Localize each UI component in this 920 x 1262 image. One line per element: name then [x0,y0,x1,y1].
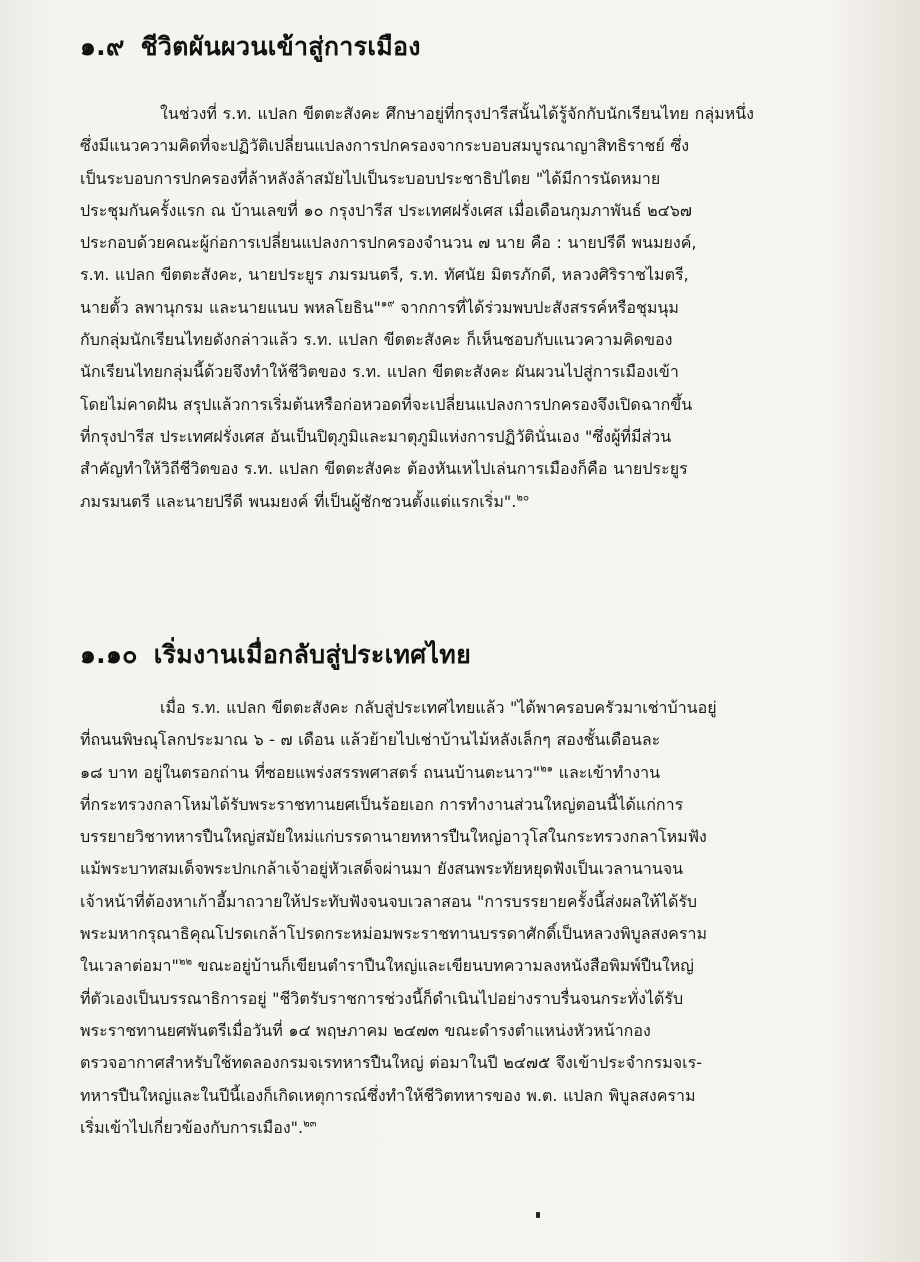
text-line [80,486,860,518]
section-number: ๑.๙ [80,32,125,61]
section-title: ชีวิตผันผวนเข้าสู่การเมือง [140,32,421,61]
section-heading [80,28,860,66]
text-fragment: จากการที่ได้ร่วมพบปะสังสรรค์หรือชุมนุม [400,297,679,317]
text-line: เป็นระบอบการปกครองที่ล้าหลังล้าสมัยไปเป็นระบอบประชาธิปไตย "ได้มีการนัดหมาย [80,168,661,188]
text-line: ที่กรุงปารีส ประเทศฝรั่งเศส อันเป็นปิตุภูมิและมาตุภูมิแห่งการปฏิวัตินั่นเอง "ซึ่งผู้ที่มีส่วน [80,426,672,446]
text-line: พระมหากรุณาธิคุณโปรดเกล้าโปรดกระหม่อมพระราชทานบรรดาศักดิ์เป็นหลวงพิบูลสงคราม [80,924,707,944]
text-fragment: ๑๘ บาท อยู่ในตรอกถ่าน ที่ซอยแพร่งสรรพศาสตร์ ถนนบ้านตะนาว" [80,762,541,782]
text-fragment: และเข้าทำงาน [558,762,661,782]
text-line: แม้พระบาทสมเด็จพระปกเกล้าเจ้าอยู่หัวเสด็จผ่านมา ยังสนพระทัยหยุดฟังเป็นเวลานานจน [80,859,684,879]
text-line: นักเรียนไทยกลุ่มนี้ด้วยจึงทำให้ชีวิตของ ร.ท. แปลก ขีตตะสังคะ ผันผวนไปสู่การเมืองเข้า [80,362,679,382]
text-line [80,292,860,324]
text-line: ที่ตัวเองเป็นบรรณาธิการอยู่ "ชีวิตรับราชการช่วงนี้ก็ดำเนินไปอย่างราบรื่นจนกระทั่งได้รับ [80,988,684,1008]
text-line: ในช่วงที่ ร.ท. แปลก ขีตตะสังคะ ศึกษาอยู่ที่กรุงปารีสนั้นได้รู้จักกับนักเรียนไทย กลุ่มหนึ่ง [160,104,754,123]
text-line: ที่กระทรวงกลาโหมได้รับพระราชทานยศเป็นร้อยเอก การทำงานส่วนใหญ่ตอนนี้ได้แก่การ [80,794,684,814]
text-line: ตรวจอากาศสำหรับใช้ทดลองกรมจเรทหารปืนใหญ่ ต่อมาในปี ๒๔๗๕ จึงเข้าประจำกรมจเร- [80,1053,702,1073]
text-line: เจ้าหน้าที่ต้องหาเก้าอี้มาถวายให้ประทับฟังจนจบเวลาสอน "การบรรยายครั้งนี้ส่งผลให้ได้รับ [80,891,698,911]
section-1-9 [80,28,860,66]
text-line: ประชุมกันครั้งแรก ณ บ้านเลขที่ ๑๐ กรุงปารีส ประเทศฝรั่งเศส เมื่อเดือนกุมภาพันธ์ ๒๔๖๗ [80,200,692,220]
section-title: เริ่มงานเมื่อกลับสู่ประเทศไทย [153,640,472,669]
section-number: ๑.๑๐ [80,640,138,669]
section-1-10 [80,636,860,674]
text-line: บรรยายวิชาทหารปืนใหญ่สมัยใหม่แก่บรรดานายทหารปืนใหญ่อาวุโสในกระทรวงกลาโหมฟัง [80,827,707,847]
text-line: พระราชทานยศพันตรีเมื่อวันที่ ๑๔ พฤษภาคม ๒๔๗๓ ขณะดำรงตำแหน่งหัวหน้ากอง [80,1020,651,1040]
text-fragment: ขณะอยู่บ้านก็เขียนตำราปืนใหญ่และเขียนบทความลงหนังสือพิมพ์ปืนใหญ่ [197,956,694,976]
text-line: ที่ถนนพิษณุโลกประมาณ ๖ - ๗ เดือน แล้วย้ายไปเช่าบ้านไม้หลังเล็กๆ สองชั้นเดือนละ [80,730,661,750]
text-fragment: เริ่มเข้าไปเกี่ยวข้องกับการเมือง". [80,1117,304,1137]
text-fragment: ภมรมนตรี และนายปรีดี พนมยงค์ ที่เป็นผู้ชักชวนตั้งแต่แรกเริ่ม". [80,491,517,511]
text-line: กับกลุ่มนักเรียนไทยดังกล่าวแล้ว ร.ท. แปลก ขีตตะสังคะ ก็เห็นชอบกับแนวความคิดของ [80,330,673,350]
ink-mark [536,1212,540,1218]
text-line: ทหารปืนใหญ่และในปีนี้เองก็เกิดเหตุการณ์ซึ่งทำให้ชีวิตทหารของ พ.ต. แปลก พิบูลสงคราม [80,1085,696,1105]
footnote-marker: ๒๓ [303,1118,317,1130]
section-1-9-body [80,98,860,518]
text-fragment: ในเวลาต่อมา" [80,956,179,976]
text-line: โดยไม่คาดฝัน สรุปแล้วการเริ่มต้นหรือก่อหวอดที่จะเปลี่ยนแปลงการปกครองจึงเปิดฉากขึ้น [80,394,693,414]
paragraph [80,98,860,518]
section-1-10-body [80,692,860,1144]
section-heading [80,636,860,674]
footnote-marker: ๑๙ [380,298,395,310]
footnote-marker: ๒๒ [178,957,193,969]
footnote-marker: ๒๐ [516,492,530,504]
text-line: ร.ท. แปลก ขีตตะสังคะ, นายประยูร ภมรมนตรี, ร.ท. ทัศนัย มิตรภักดี, หลวงศิริราชไมตรี, [80,265,689,285]
text-line: ซึ่งมีแนวความคิดที่จะปฏิวัติเปลี่ยนแปลงการปกครองจากระบอบสมบูรณาญาสิทธิราชย์ ซึ่ง [80,136,690,156]
text-line [80,950,860,982]
footnote-marker: ๒๑ [540,763,554,775]
text-line [80,1112,860,1144]
text-line: เมื่อ ร.ท. แปลก ขีตตะสังคะ กลับสู่ประเทศไทยแล้ว "ได้พาครอบครัวมาเช่าบ้านอยู่ [160,698,717,717]
paragraph [80,692,860,1144]
text-line: สำคัญทำให้วิถีชีวิตของ ร.ท. แปลก ขีตตะสังคะ ต้องหันเหไปเล่นการเมืองก็คือ นายประยูร [80,459,688,479]
text-line: ประกอบด้วยคณะผู้ก่อการเปลี่ยนแปลงการปกครองจำนวน ๗ นาย คือ : นายปรีดี พนมยงค์, [80,233,697,253]
text-line [80,757,860,789]
text-fragment: นายตั้ว ลพานุกรม และนายแนบ พหลโยธิน" [80,297,381,317]
